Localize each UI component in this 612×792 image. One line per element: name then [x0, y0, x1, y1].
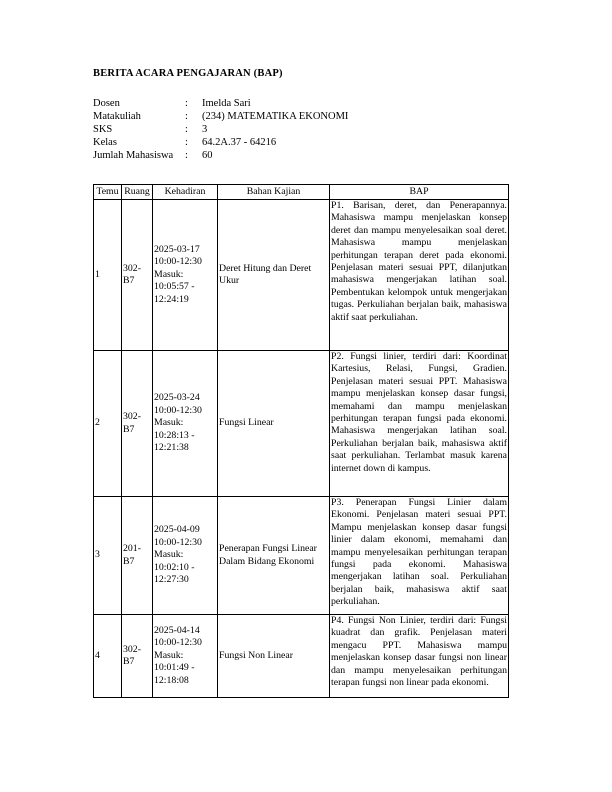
- table-header-row: [94, 185, 509, 200]
- table-row: [94, 497, 509, 615]
- header-bahan-kajian: Bahan Kajian: [218, 185, 330, 200]
- cell-bap: P1. Barisan, deret, dan Penerapannya. Mahasiswa mampu menjelaskan konsep deret dan mampu menyelesaikan soal deret. Mahasiswa mampu menjelaskan perhitungan terapan deret pada ekonomi. Penjelasan materi sesuai PPT, dilanjutkan mahasiswa mengerjakan latihan soal. Pembentukan kelompok untuk mengerjakan tugas. Perkuliahan berjalan baik, mahasiswa aktif saat perkuliahan.: [330, 200, 509, 351]
- cell-bahan-kajian: Penerapan Fungsi Linear Dalam Bidang Ekonomi: [218, 497, 330, 615]
- kehadiran-masuk: 10:05:57 - 12:24:19: [154, 281, 195, 305]
- info-row-kelas: [93, 136, 348, 149]
- cell-temu: 2: [94, 351, 122, 497]
- info-row-sks: [93, 123, 348, 136]
- kehadiran-tanggal: 2025-03-24: [154, 392, 200, 404]
- info-label: Dosen: [93, 98, 120, 109]
- info-value: (234) MATEMATIKA EKONOMI: [202, 111, 349, 122]
- kehadiran-masuk-label: Masuk:: [154, 417, 184, 429]
- cell-ruang: 302-B7: [122, 615, 153, 698]
- cell-temu: 1: [94, 200, 122, 351]
- cell-kehadiran: [153, 497, 218, 615]
- header-kehadiran: Kehadiran: [153, 185, 218, 200]
- cell-bahan-kajian: Deret Hitung dan Deret Ukur: [218, 200, 330, 351]
- kehadiran-jam: 10:00-12:30: [154, 536, 202, 548]
- cell-bap: P4. Fungsi Non Linier, terdiri dari: Fungsi kuadrat dan grafik. Penjelasan materi mengacu PPT. Mahasiswa mampu menjelaskan konsep dasar fungsi non linear dan mampu menyelesaikan perhitungan terapan fungsi non linear pada ekonomi.: [330, 615, 509, 698]
- cell-bahan-kajian: Fungsi Linear: [218, 351, 330, 497]
- info-label: Jumlah Mahasiswa: [93, 150, 174, 161]
- cell-temu: 4: [94, 615, 122, 698]
- cell-kehadiran: [153, 200, 218, 351]
- info-value: 60: [202, 150, 213, 161]
- document-title: BERITA ACARA PENGAJARAN (BAP): [93, 68, 283, 79]
- header-bap: BAP: [330, 185, 509, 200]
- info-row-dosen: [93, 97, 348, 110]
- cell-ruang: 302-B7: [122, 351, 153, 497]
- kehadiran-masuk: 10:28:13 - 12:21:38: [154, 429, 195, 454]
- kehadiran-masuk-label: Masuk:: [154, 268, 184, 280]
- cell-ruang: 201-B7: [122, 497, 153, 615]
- kehadiran-jam: 10:00-12:30: [154, 637, 202, 649]
- bap-table: [93, 184, 509, 698]
- info-value: 64.2A.37 - 64216: [202, 137, 277, 148]
- cell-kehadiran: [153, 615, 218, 698]
- info-value: 3: [202, 124, 208, 135]
- info-label: Matakuliah: [93, 111, 141, 122]
- kehadiran-tanggal: 2025-04-14: [154, 624, 200, 636]
- kehadiran-masuk: 10:01:49 - 12:18:08: [154, 662, 195, 686]
- info-separator: :: [185, 111, 188, 122]
- cell-bap: P2. Fungsi linier, terdiri dari: Koordinat Kartesius, Relasi, Fungsi, Gradien. Penjelasan materi sesuai PPT. Mahasiswa mampu menjelaskan konsep dasar fungsi, memahami dan mampu menjelaskan perhitungan terapan fungsi pada ekonomi. Mahasiswa mengerjakan latihan soal. Perkuliahan berjalan baik, mahasiswa aktif saat perkuliahan. Terlambat masuk karena internet down di kampus.: [330, 351, 509, 497]
- header-ruang: Ruang: [122, 185, 153, 200]
- info-separator: :: [185, 150, 188, 161]
- info-separator: :: [185, 137, 188, 148]
- kehadiran-tanggal: 2025-04-09: [154, 524, 200, 536]
- info-label: Kelas: [93, 137, 117, 148]
- info-separator: :: [185, 124, 188, 135]
- info-row-matakuliah: [93, 110, 348, 123]
- kehadiran-masuk-label: Masuk:: [154, 649, 184, 661]
- cell-kehadiran: [153, 351, 218, 497]
- info-row-jumlah-mahasiswa: [93, 149, 348, 162]
- table-row: [94, 615, 509, 698]
- info-separator: :: [185, 98, 188, 109]
- info-table: [93, 97, 348, 162]
- info-value: Imelda Sari: [202, 98, 251, 109]
- info-label: SKS: [93, 124, 113, 135]
- kehadiran-jam: 10:00-12:30: [154, 404, 202, 416]
- cell-ruang: 302-B7: [122, 200, 153, 351]
- kehadiran-masuk: 10:02:10 - 12:27:30: [154, 561, 195, 586]
- cell-bahan-kajian: Fungsi Non Linear: [218, 615, 330, 698]
- kehadiran-masuk-label: Masuk:: [154, 549, 184, 561]
- cell-temu: 3: [94, 497, 122, 615]
- kehadiran-jam: 10:00-12:30: [154, 256, 202, 268]
- cell-bap: P3. Penerapan Fungsi Linier dalam Ekonomi. Penjelasan materi sesuai PPT. Mampu menjelaskan konsep dasar fungsi linier dalam ekonomi, memahami dan mampu menyelesaikan perhitungan terapan fungsi pada ekonomi. Mahasiswa mengerjakan latihan soal. Perkuliahan berjalan baik, mahasiswa aktif saat perkuliahan.: [330, 497, 509, 615]
- kehadiran-tanggal: 2025-03-17: [154, 243, 200, 255]
- header-temu: Temu: [94, 185, 122, 200]
- table-row: [94, 351, 509, 497]
- table-row: [94, 200, 509, 351]
